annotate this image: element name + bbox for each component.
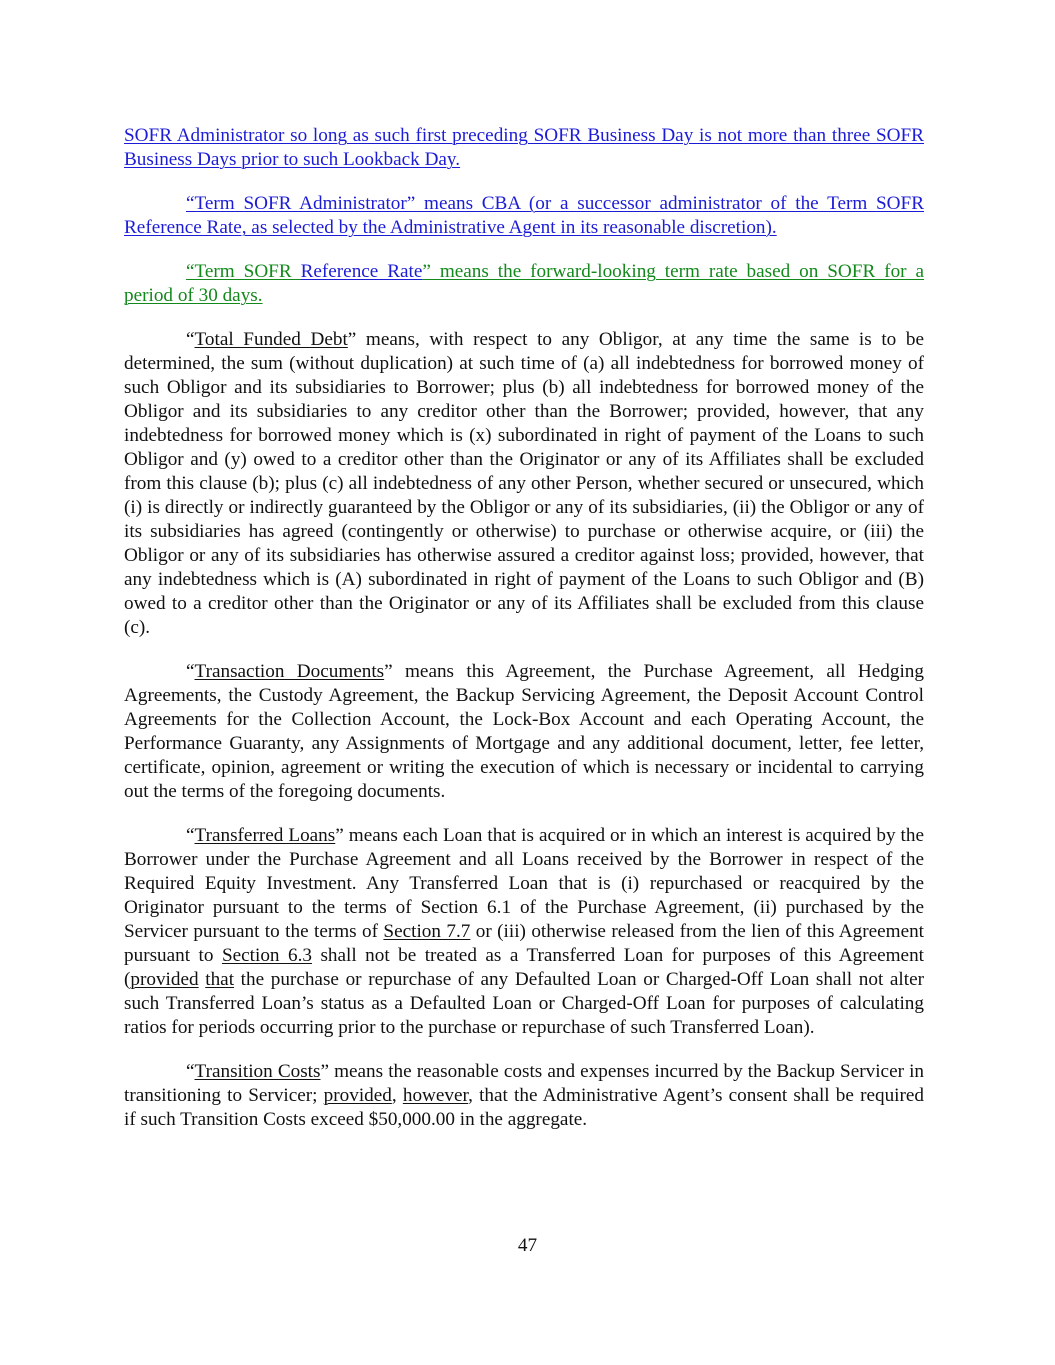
definition-body: shall not be treated as a Transferred Loan for purposes of this Agreement ( — [124, 945, 924, 990]
emphasis-provided: provided — [130, 969, 199, 990]
definition-body: ” means each Loan that is acquired or in which an interest is acquired by the Borrower under the Purchase Agreement and all Loans received by the Borrower in respect of the Required Equity Investment. Any Transferred Loan that is (i) repurchased or reacquired by the Originator pursuant to the terms of Section 6.1 of the Purchase Agreement, (ii) purchased by the Servicer pursuant to the terms of — [124, 825, 924, 942]
defined-term: Transition Costs — [194, 1061, 321, 1082]
separator: , — [391, 1085, 403, 1106]
definition-transferred-loans — [124, 824, 924, 1040]
defined-term: Total Funded Debt — [194, 329, 348, 350]
page-number: 47 — [517, 1235, 538, 1256]
moved-text: ” means the forward-looking term rate based on SOFR for a period of 30 days. — [124, 261, 924, 306]
definition-transition-costs — [124, 1060, 924, 1132]
document-page — [124, 124, 924, 1152]
emphasis-however: however — [402, 1085, 469, 1106]
section-reference: Section 7.7 — [383, 921, 471, 942]
definition-body: ” means the reasonable costs and expenses incurred by the Backup Servicer in transitioning to Servicer; — [124, 1061, 924, 1106]
inserted-text: Reference Rate — [300, 261, 423, 282]
open-quote: “ — [186, 661, 195, 682]
emphasis-provided: provided — [323, 1085, 392, 1106]
definition-body: the purchase or repurchase of any Defaulted Loan or Charged-Off Loan shall not alter such Transferred Loan’s status as a Defaulted Loan or Charged-Off Loan for purposes of calculating ratios for periods occurring prior to the purchase or repurchase of such Transferred Loan). — [124, 969, 924, 1038]
defined-term: Transferred Loans — [194, 825, 336, 846]
section-reference: Section 6.3 — [221, 945, 312, 966]
definition-term-sofr-administrator — [124, 192, 924, 240]
inserted-text: “Term SOFR Administrator” means CBA (or a successor administrator of the Term SOFR Reference Rate, as selected by the Administrative Agent in its reasonable discretion). — [124, 193, 924, 238]
emphasis-that: that — [205, 969, 235, 990]
definition-body: , that the Administrative Agent’s consent shall be required if such Transition Costs exceed $50,000.00 in the aggregate. — [124, 1085, 924, 1130]
inserted-text: SOFR Administrator so long as such first preceding SOFR Business Day is not more than three SOFR Business Days prior to such Lookback Day. — [124, 125, 924, 170]
definition-term-sofr-reference-rate — [124, 260, 924, 308]
definition-body: ” means this Agreement, the Purchase Agreement, all Hedging Agreements, the Custody Agreement, the Backup Servicing Agreement, the Deposit Account Control Agreements for the Collection Account, the Lock-Box Account and each Operating Account, the Performance Guaranty, any Assignments of Mortgage and any additional document, letter, fee letter, certificate, opinion, agreement or writing the execution of which is necessary or incidental to carrying out the terms of the foregoing documents. — [124, 661, 924, 802]
definition-total-funded-debt — [124, 328, 924, 640]
open-quote: “ — [186, 329, 195, 350]
definition-transaction-documents — [124, 660, 924, 804]
open-quote: “ — [186, 825, 195, 846]
open-quote: “ — [186, 1061, 195, 1082]
defined-term: Transaction Documents — [194, 661, 385, 682]
moved-text: “Term SOFR — [186, 261, 301, 282]
definition-body: or (iii) otherwise released from the lien of this Agreement pursuant to — [124, 921, 925, 966]
definition-body: ” means, with respect to any Obligor, at any time the same is to be determined, the sum (without duplication) at such time of (a) all indebtedness for borrowed money of such Obligor and its subsidiaries to Borrower; plus (b) all indebtedness for borrowed money of the Obligor and its subsidiaries to any creditor other than the Borrower; provided, however, that any indebtedness for borrowed money which is (x) subordinated in right of payment of the Loans to such Obligor and (y) owed to a creditor other than the Originator or any of its Affiliates shall be excluded from this clause (b); plus (c) all indebtedness of any other Person, whether secured or unsecured, which (i) is directly or indirectly guaranteed by the Obligor or any of its subsidiaries, (ii) the Obligor or any of its subsidiaries has agreed (contingently or otherwise) to purchase or otherwise acquire, or (iii) the Obligor or any of its subsidiaries has otherwise assured a creditor against loss; provided, however, that any indebtedness which is (A) subordinated in right of payment of the Loans to such Obligor and (B) owed to a creditor other than the Originator or any of its Affiliates shall be excluded from this clause (c). — [124, 329, 924, 638]
paragraph-sofr-continuation — [124, 124, 924, 172]
